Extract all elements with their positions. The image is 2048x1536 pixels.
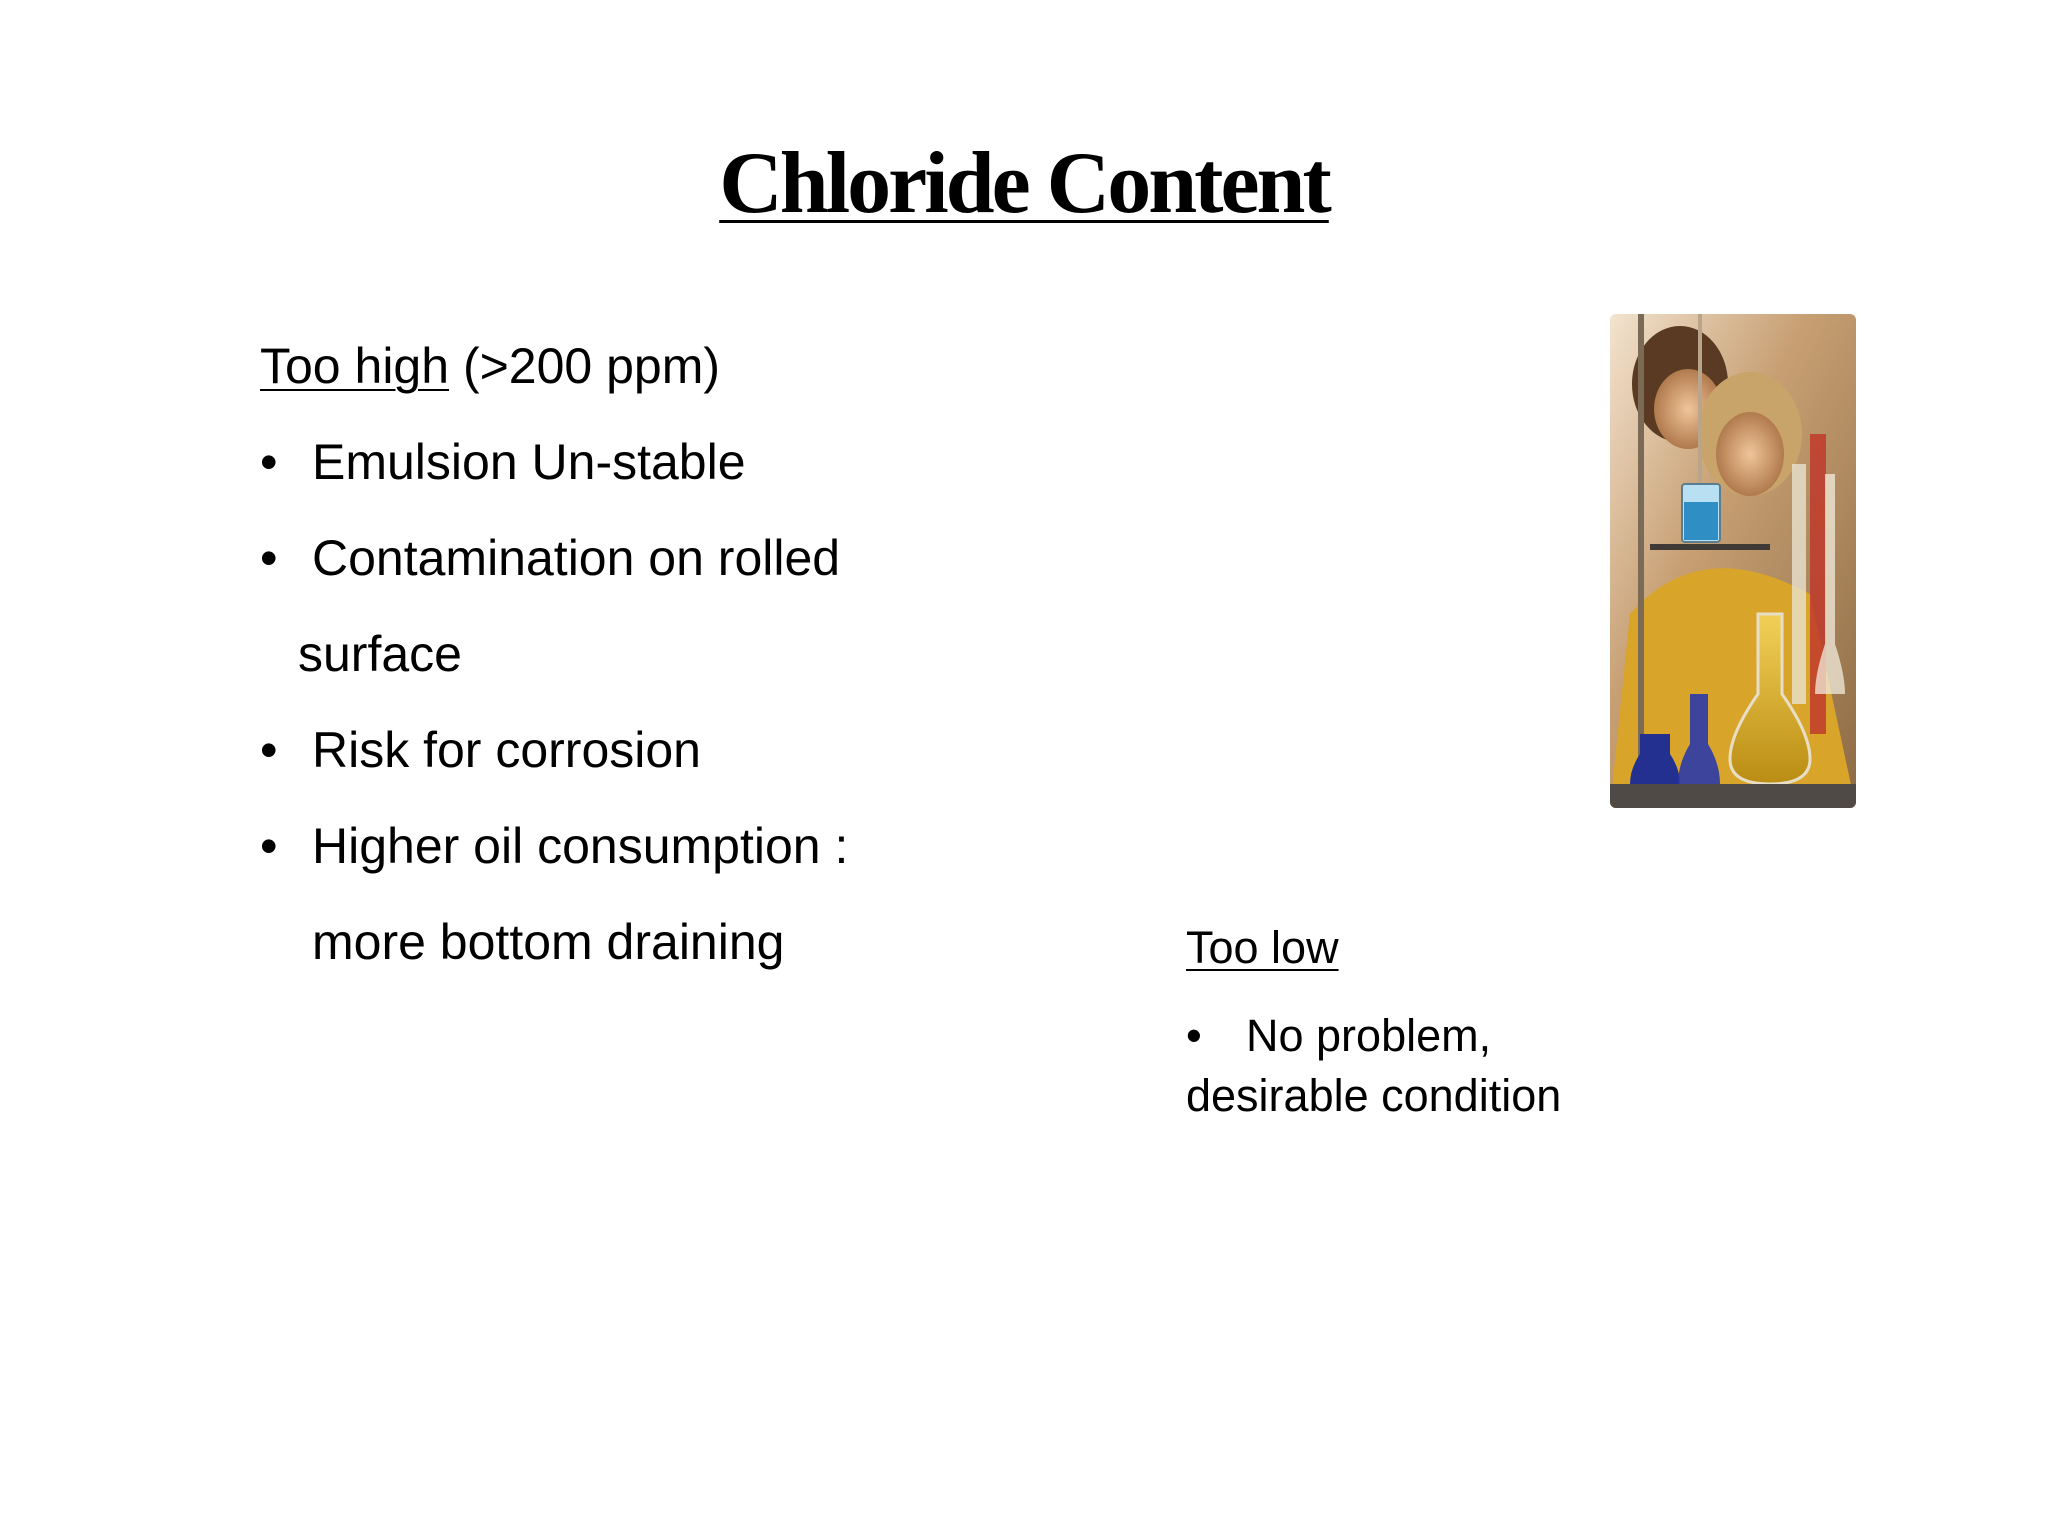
list-item: • Higher oil consumption : <box>260 798 1080 894</box>
too-low-section <box>1186 918 1626 1126</box>
too-high-label: Too high <box>260 338 450 394</box>
laboratory-photo-icon <box>1610 314 1856 808</box>
laboratory-illustration <box>1610 314 1856 808</box>
too-high-section <box>260 318 1080 990</box>
bullet-icon: • <box>1186 1010 1202 1061</box>
bullet-icon: • <box>260 722 278 778</box>
bullet-icon: • <box>260 530 278 586</box>
too-low-heading: Too low <box>1186 922 1339 973</box>
list-item: • Contamination on rolled <box>260 510 1080 606</box>
slide-title: Chloride Content <box>719 135 1329 232</box>
too-high-heading <box>260 318 1080 414</box>
list-item: • Emulsion Un-stable <box>260 414 1080 510</box>
list-item-continuation: more bottom draining <box>312 914 785 970</box>
list-item: • Risk for corrosion <box>260 702 1080 798</box>
list-item-continuation: desirable condition <box>1186 1070 1562 1121</box>
bullet-icon: • <box>260 818 278 874</box>
bullet-icon: • <box>260 434 278 490</box>
list-item-continuation: surface <box>298 626 462 682</box>
list-item: • No problem, <box>1186 1006 1626 1066</box>
too-high-threshold: (>200 ppm) <box>449 338 721 394</box>
